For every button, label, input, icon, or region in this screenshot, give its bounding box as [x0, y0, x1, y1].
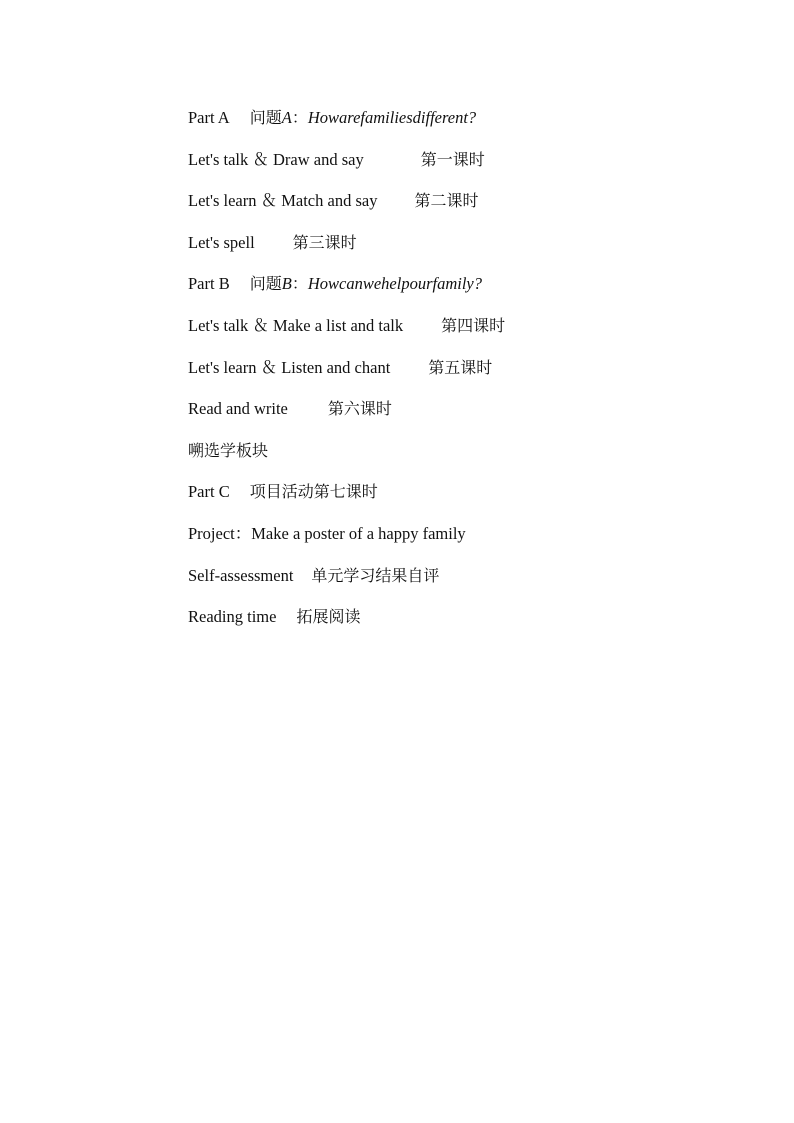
document-body — [188, 104, 748, 645]
part-c-description: 项目活动第七课时 — [249, 482, 378, 502]
part-a-heading — [188, 104, 748, 146]
self-assessment-line — [188, 562, 748, 604]
project-line — [188, 520, 748, 562]
lesson-activity: Let's talk ＆ Make a list and talk — [188, 315, 404, 335]
lesson-number: 第二课时 — [414, 191, 479, 211]
lesson-number: 第四课时 — [441, 315, 506, 335]
question-letter: A — [281, 108, 292, 127]
reading-time-label: Reading time — [188, 607, 277, 627]
self-assessment-description: 单元学习结果自评 — [311, 565, 440, 585]
question-text: Howarefamiliesdifferent? — [307, 108, 477, 127]
self-assessment-label: Self-assessment — [188, 565, 294, 585]
lesson-activity: Let's spell — [188, 232, 255, 252]
lesson-number: 第六课时 — [327, 399, 392, 419]
lesson-line-3 — [188, 229, 748, 271]
part-c-heading — [188, 478, 748, 520]
colon: ： — [291, 274, 308, 294]
lesson-number: 第三课时 — [292, 232, 357, 252]
part-label: Part C — [188, 482, 230, 502]
lesson-activity: Read and write — [188, 399, 288, 419]
lesson-line-1 — [188, 146, 748, 188]
lesson-line-5 — [188, 354, 748, 396]
part-label: Part B — [188, 274, 230, 294]
question-letter: B — [281, 274, 292, 294]
part-b-heading — [188, 270, 748, 312]
optional-section-heading — [188, 437, 748, 479]
question-label: 问题 — [249, 108, 282, 127]
lesson-line-4 — [188, 312, 748, 354]
lesson-activity: Let's learn ＆ Listen and chant — [188, 357, 391, 377]
lesson-activity: Let's learn ＆ Match and say — [188, 191, 378, 211]
lesson-activity: Let's talk ＆ Draw and say — [188, 149, 364, 169]
reading-time-line — [188, 603, 748, 645]
question-label: 问题 — [249, 274, 282, 294]
question-text: Howcanwehelpourfamily? — [307, 274, 482, 294]
reading-time-description: 拓展阅读 — [296, 607, 361, 627]
part-label: Part A — [188, 108, 230, 127]
optional-section-label: 嗍选学板块 — [188, 440, 269, 460]
project-text: Make a poster of a happy family — [251, 523, 466, 543]
lesson-number: 第五课时 — [428, 357, 493, 377]
lesson-line-6 — [188, 395, 748, 437]
lesson-line-2 — [188, 187, 748, 229]
lesson-number: 第一课时 — [420, 149, 485, 169]
colon: ： — [291, 108, 308, 127]
project-label: Project： — [188, 523, 252, 543]
